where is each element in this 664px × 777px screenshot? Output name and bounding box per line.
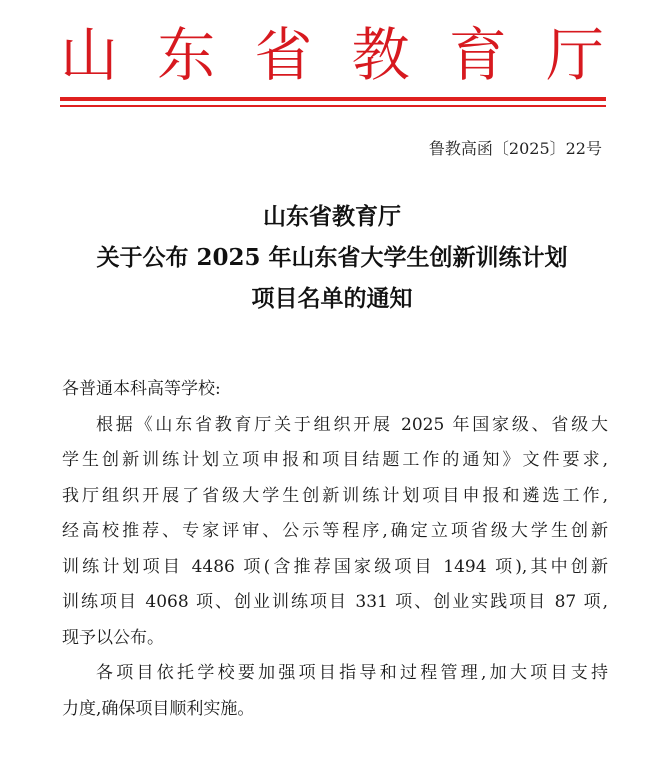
paragraph-1 bbox=[62, 408, 608, 657]
document-number: 鲁教高函〔2025〕22号 bbox=[428, 139, 602, 158]
masthead-rule-thick bbox=[60, 97, 606, 101]
salutation: 各普通本科高等学校: bbox=[62, 379, 221, 399]
title-line-2: 关于公布 2025 年山东省大学生创新训练计划 bbox=[96, 244, 568, 271]
paragraph-line: 训练计划项目 4486 项(含推荐国家级项目 1494 项),其中创新 bbox=[62, 556, 608, 577]
paragraph-line: 力度,确保项目顺利实施。 bbox=[62, 698, 255, 719]
title-line-3: 项目名单的通知 bbox=[251, 285, 413, 312]
paragraph-line: 我厅组织开展了省级大学生创新训练计划项目申报和遴选工作, bbox=[62, 485, 608, 506]
paragraph-line: 现予以公布。 bbox=[62, 627, 164, 648]
paragraph-2 bbox=[62, 656, 608, 727]
masthead-char: 东 bbox=[157, 21, 216, 89]
masthead-rule-thin bbox=[60, 105, 606, 107]
masthead-char: 厅 bbox=[545, 21, 604, 89]
masthead-char: 山 bbox=[60, 21, 119, 89]
paragraph-line: 各项目依托学校要加强项目指导和过程管理,加大项目支持 bbox=[96, 663, 608, 683]
title-line-1: 山东省教育厅 bbox=[263, 203, 401, 230]
paragraph-line: 根据《山东省教育厅关于组织开展 2025 年国家级、省级大 bbox=[96, 414, 608, 435]
paragraph-line: 学生创新训练计划立项申报和项目结题工作的通知》文件要求, bbox=[62, 450, 608, 470]
masthead-title bbox=[60, 22, 604, 88]
paragraph-line: 经高校推荐、专家评审、公示等程序,确定立项省级大学生创新 bbox=[62, 521, 608, 541]
masthead-char: 省 bbox=[254, 21, 313, 89]
notice-title bbox=[0, 196, 664, 319]
masthead-char: 教 bbox=[351, 21, 410, 89]
notice-body bbox=[62, 372, 608, 727]
masthead-char: 育 bbox=[448, 21, 507, 89]
paragraph-line: 训练项目 4068 项、创业训练项目 331 项、创业实践项目 87 项, bbox=[62, 592, 608, 612]
